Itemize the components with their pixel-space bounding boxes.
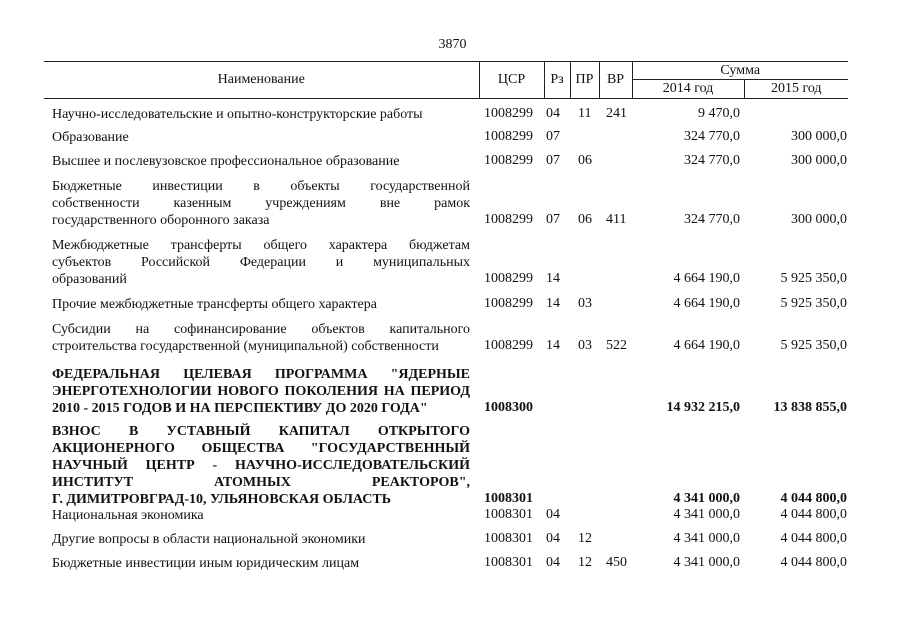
row-csr: 1008301 [484,491,533,506]
row-name [52,129,470,146]
row-sum-2015: 4 044 800,0 [780,507,847,522]
header-csr: ЦСР [479,62,544,99]
header-pr: ПР [570,62,599,99]
row-pr: 06 [578,153,592,168]
row-vr: 241 [606,106,627,121]
row-sum-2014: 4 341 000,0 [673,507,740,522]
row-csr: 1008299 [484,338,533,353]
row-name-line: Межбюджетные трансферты общего характера бюджетам [52,238,470,253]
row-name-line: ИНСТИТУТ АТОМНЫХ РЕАКТОРОВ", [52,475,470,490]
row-vr: 411 [606,212,627,227]
row-csr: 1008299 [484,153,533,168]
row-name-line: Образование [52,130,129,145]
row-name-line: ЭНЕРГОТЕХНОЛОГИИ НОВОГО ПОКОЛЕНИЯ НА ПЕРИОД [52,384,470,399]
row-rz: 07 [546,153,560,168]
row-rz: 14 [546,296,560,311]
row-sum-2014: 4 664 190,0 [673,296,740,311]
header-vr: ВР [599,62,632,99]
row-sum-2015: 5 925 350,0 [780,271,847,286]
row-vr: 522 [606,338,627,353]
row-name-line: Бюджетные инвестиции в объекты государственной [52,179,470,194]
page-number: 3870 [438,37,467,52]
row-name-line: Высшее и послевузовское профессиональное образование [52,154,400,169]
row-pr: 12 [578,531,592,546]
row-sum-2015: 300 000,0 [791,153,847,168]
row-sum-2014: 324 770,0 [684,212,740,227]
row-sum-2015: 4 044 800,0 [780,531,847,546]
row-sum-2015: 5 925 350,0 [780,338,847,353]
table-header [44,61,848,99]
row-name-line: Субсидии на софинансирование объектов капитального [52,322,470,337]
header-rz: Рз [544,62,570,99]
row-rz: 14 [546,338,560,353]
row-sum-2014: 4 341 000,0 [673,531,740,546]
row-name-line: Бюджетные инвестиции иным юридическим лицам [52,556,360,571]
row-name-line: государственного оборонного заказа [52,213,270,228]
row-vr: 450 [606,555,627,570]
row-csr: 1008300 [484,400,533,415]
row-rz: 04 [546,507,560,522]
row-csr: 1008299 [484,106,533,121]
row-name [52,531,470,548]
row-name [52,237,470,288]
row-name-line: субъектов Российской Федерации и муниципальных [52,255,470,270]
row-name-line: Национальная экономика [52,508,204,523]
row-sum-2015: 5 925 350,0 [780,296,847,311]
row-name [52,321,470,355]
header-sum: Сумма [632,62,848,80]
row-sum-2014: 4 341 000,0 [673,555,740,570]
row-name [52,423,470,508]
row-csr: 1008299 [484,212,533,227]
row-name [52,153,470,170]
row-name-line: ВЗНОС В УСТАВНЫЙ КАПИТАЛ ОТКРЫТОГО [52,424,470,439]
row-name-line: НАУЧНЫЙ ЦЕНТР - НАУЧНО-ИССЛЕДОВАТЕЛЬСКИЙ [52,458,470,473]
row-csr: 1008299 [484,296,533,311]
row-name [52,296,470,313]
row-name [52,507,470,524]
header-name: Наименование [44,62,479,99]
row-sum-2015: 300 000,0 [791,212,847,227]
row-sum-2014: 324 770,0 [684,129,740,144]
row-name-line: собственности казенным учреждениям вне рамок [52,196,470,211]
row-name [52,366,470,417]
row-name-line: Прочие межбюджетные трансферты общего характера [52,297,377,312]
row-csr: 1008301 [484,531,533,546]
row-name-line: образований [52,272,127,287]
row-sum-2014: 4 664 190,0 [673,338,740,353]
row-sum-2015: 4 044 800,0 [780,491,847,506]
row-name-line: ФЕДЕРАЛЬНАЯ ЦЕЛЕВАЯ ПРОГРАММА "ЯДЕРНЫЕ [52,367,470,382]
row-name [52,178,470,229]
row-sum-2014: 9 470,0 [698,106,740,121]
row-rz: 07 [546,212,560,227]
row-csr: 1008299 [484,129,533,144]
row-name [52,106,470,123]
row-sum-2014: 4 664 190,0 [673,271,740,286]
row-sum-2014: 324 770,0 [684,153,740,168]
row-sum-2015: 13 838 855,0 [773,400,847,415]
row-name-line: Другие вопросы в области национальной экономики [52,532,366,547]
row-pr: 11 [578,106,592,121]
row-sum-2014: 14 932 215,0 [666,400,740,415]
header-year-2015: 2015 год [744,80,848,99]
row-sum-2014: 4 341 000,0 [673,491,740,506]
row-pr: 03 [578,296,592,311]
row-csr: 1008301 [484,507,533,522]
row-pr: 03 [578,338,592,353]
row-csr: 1008299 [484,271,533,286]
row-rz: 04 [546,106,560,121]
row-rz: 04 [546,531,560,546]
row-pr: 06 [578,212,592,227]
row-name-line: 2010 - 2015 ГОДОВ И НА ПЕРСПЕКТИВУ ДО 2020 ГОДА" [52,401,428,416]
row-sum-2015: 4 044 800,0 [780,555,847,570]
row-sum-2015: 300 000,0 [791,129,847,144]
row-name [52,555,470,572]
row-rz: 14 [546,271,560,286]
row-name-line: АКЦИОНЕРНОГО ОБЩЕСТВА "ГОСУДАРСТВЕННЫЙ [52,441,470,456]
row-rz: 07 [546,129,560,144]
row-name-line: Научно-исследовательские и опытно-конструкторские работы [52,107,423,122]
row-name-line: Г. ДИМИТРОВГРАД-10, УЛЬЯНОВСКАЯ ОБЛАСТЬ [52,492,391,507]
row-csr: 1008301 [484,555,533,570]
header-year-2014: 2014 год [632,80,744,99]
row-pr: 12 [578,555,592,570]
row-name-line: строительства государственной (муниципальной) собственности [52,339,439,354]
row-rz: 04 [546,555,560,570]
